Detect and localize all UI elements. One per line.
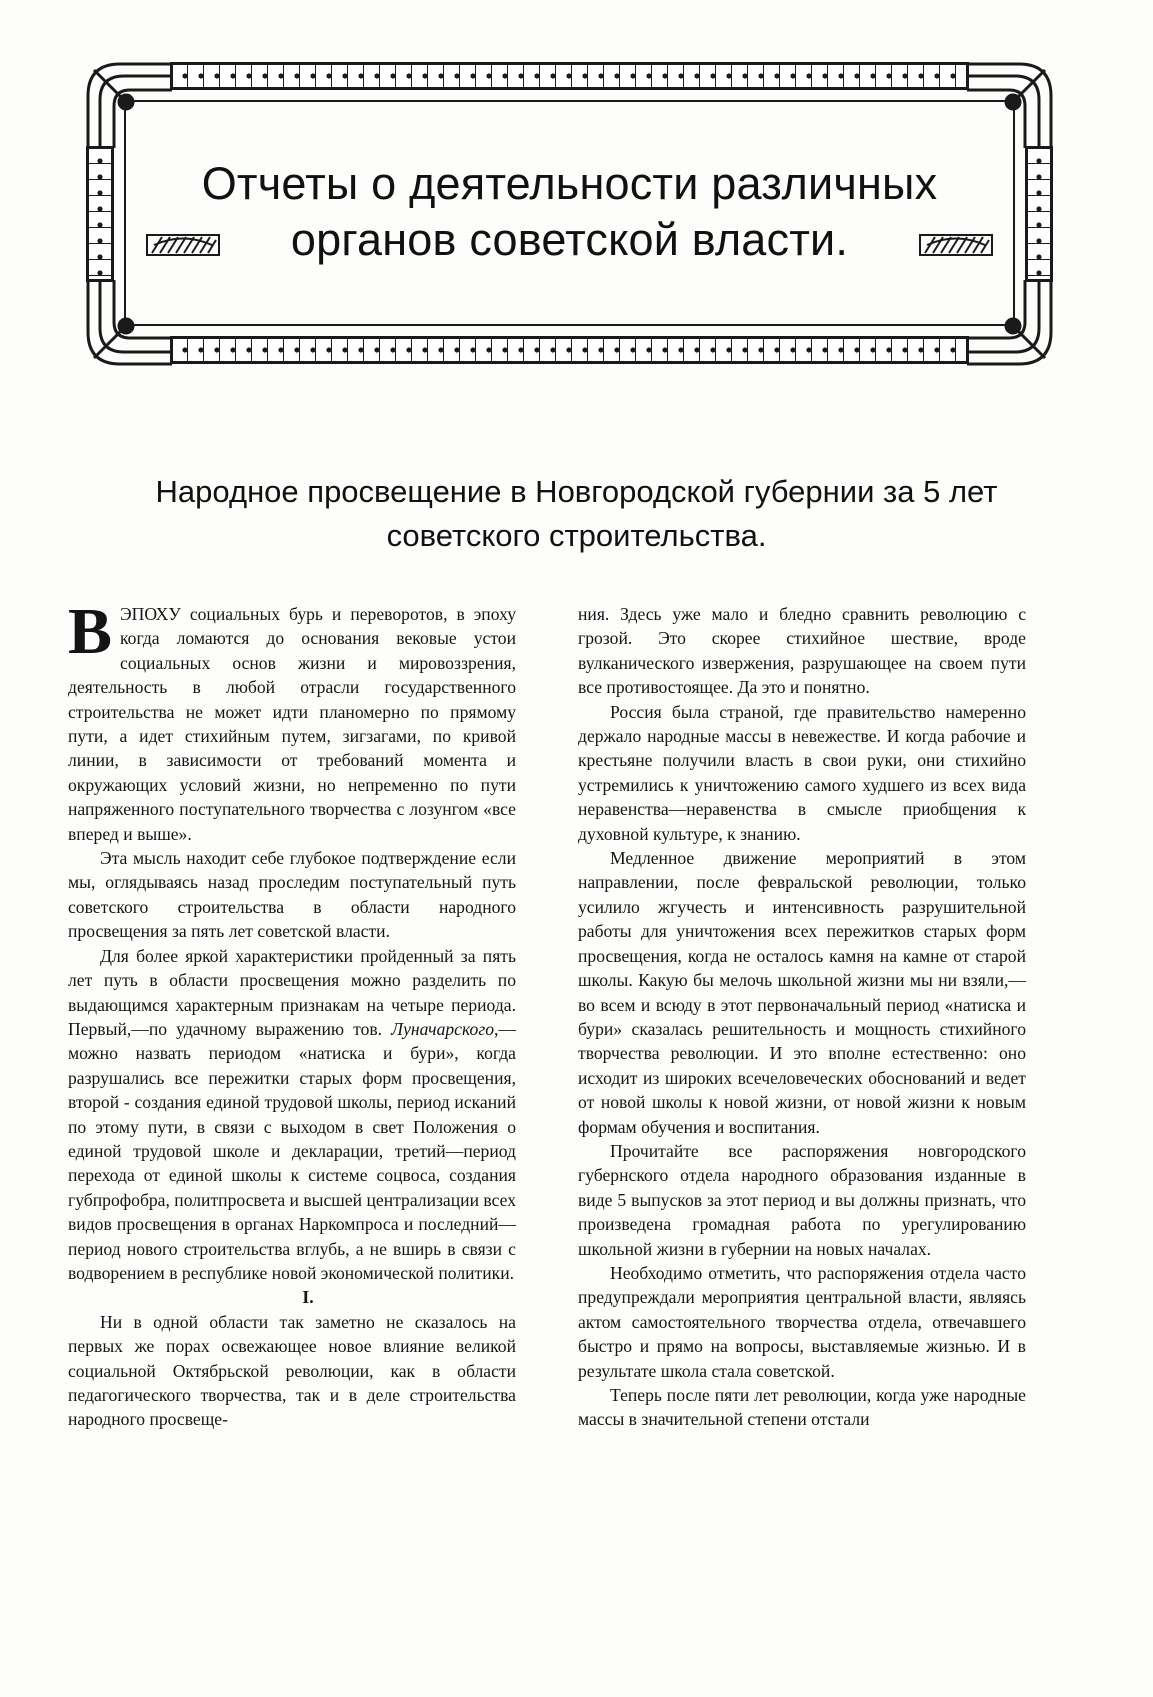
text-column-left [68, 595, 516, 1432]
section-heading-line-2: органов советской власти. [290, 214, 849, 265]
corner-ornament-icon [80, 56, 176, 152]
paragraph: Необходимо отметить, что распоряжения отдела часто предупреждали мероприятия центральной власти, являясь актом самостоятельного творчества отдела, отвечавшего быстро и прямо на вопросы, выставляемые жизнью. И в результате школа стала советской. [578, 1262, 1026, 1381]
article-title-line-1: Народное просвещение в Новгородской губернии за 5 лет [155, 474, 998, 509]
article-title-line-2: советского строительства. [386, 518, 767, 553]
paragraph: Эта мысль находит себе глубокое подтверждение если мы, оглядываясь назад проследим поступательный путь советского строительства в области народного просвещения за пять лет советской власти. [68, 848, 516, 942]
paragraph [68, 595, 516, 846]
section-heading [86, 156, 1053, 268]
hatched-ornament-icon [919, 234, 993, 256]
paragraph-text: ЭПОХУ социальных бурь и переворотов, в эпоху когда ломаются до основания вековые устои социальных основ жизни и мировоззрения, деятельность в любой отрасли государственного строительства не может идти планомерно по прямому пути, а идет стихийным путем, зигзагами, по кривой линии, в зависимости от требований момента и окружающих условий жизни, но непременно по пути напряженного поступательного творчества с лозунгом «все вперед и выше». [68, 604, 516, 844]
paragraph [68, 944, 516, 1286]
paragraph-text: Для более яркой характеристики пройденный за пять лет путь в области просвещения можно разделить по выдающимся характерным признакам на четыре периода. Первый,—по удачному выражению тов. [68, 945, 516, 1039]
corner-ornament-icon [963, 56, 1059, 152]
paragraph: Ни в одной области так заметно не сказалось на первых же порах освежающее новое влияние великой социальной Октябрьской революции, как в области педагогического творчества, так и в деле строительства народного просвеще- [68, 1311, 516, 1430]
drop-cap: В [68, 595, 113, 668]
section-heading-line-1: Отчеты о деятельности различных [201, 158, 938, 209]
section-number: I. [302, 1287, 314, 1308]
paragraph-text: ,—можно назвать периодом «натиска и бури», когда разрушались все пережитки старых форм просвещения, второй - создания единой трудовой школы, период исканий по этому пути, в связи с выходом в свет Положения о единой трудовой школе и декларации, третий—период перехода от единой школы к системе соцвоса, создания губпрофобра, политпросвета и высшей централизации всех видов просвещения в органах Наркомпроса и последний—период нового строительства вглубь, а не вширь в связи с водворением в республике новой экономической политики. [68, 1018, 516, 1283]
text-column-right [578, 602, 1026, 1432]
paragraph: Теперь после пяти лет революции, когда уже народные массы в значительной степени отстали [578, 1385, 1026, 1430]
frame-border-bottom [170, 336, 969, 364]
frame-border-top [170, 62, 969, 90]
paragraph: Медленное движение мероприятий в этом направлении, после февральской революции, только усилило жгучесть и интенсивность разрушительной работы для уничтожения всех пережитков старых форм просвещения, когда не осталось камня на камне от старой школы. Какую бы мелочь школьной жизни мы ни взяли,—во всем и всюду в этот первоначальный период «натиска и бури» сказалась решительность и мощность стихийного творчества революции. И это вполне естественно: оно исходит из широких всечеловеческих обоснований и ведет от новой школы к новой жизни, от новой жизни к новым формам обучения и воспитания. [578, 848, 1026, 1137]
paragraph: Россия была страной, где правительство намеренно держало народные массы в невежестве. И когда рабочие и крестьяне получили власть в свои руки, они стихийно устремились к уничтожению самого худшего из всех вида неравенства—неравенства в смысле приобщения к духовной культуре, к знанию. [578, 701, 1026, 844]
paragraph: Прочитайте все распоряжения новгородского губернского отдела народного образования изданные в виде 5 выпусков за этот период и вы должны признать, что произведена громадная работа по урегулированию школьной жизни в губернии на новых началах. [578, 1140, 1026, 1259]
article-title [40, 470, 1113, 558]
corner-ornament-icon [963, 276, 1059, 372]
person-name: Луначарского [391, 1018, 494, 1039]
paragraph: ния. Здесь уже мало и бледно сравнить революцию с грозой. Это скорее стихийное шествие, вроде вулканического извержения, разрушающее на своем пути все противостоящее. Да это и понятно. [578, 604, 1026, 698]
hatched-ornament-icon [146, 234, 220, 256]
decorative-frame [86, 62, 1053, 366]
corner-ornament-icon [80, 276, 176, 372]
